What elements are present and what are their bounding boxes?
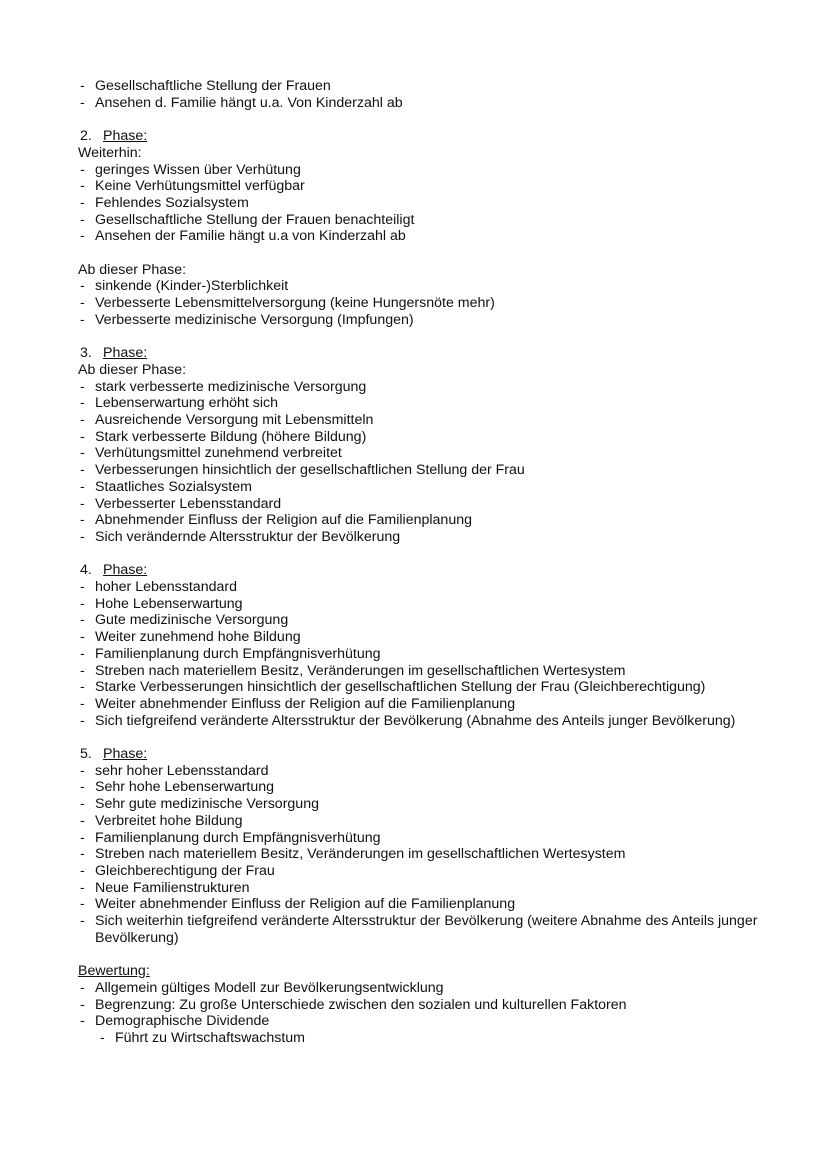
list-item: - Verhütungsmittel zunehmend verbreitet <box>78 445 768 462</box>
bewertung-heading: Bewertung: <box>78 963 150 980</box>
list-item: - Ausreichende Versorgung mit Lebensmitteln <box>78 412 768 429</box>
phase-title: Phase: <box>103 746 148 763</box>
list-item: - Lebenserwartung erhöht sich <box>78 395 768 412</box>
list-item: - Abnehmender Einfluss der Religion auf die Familienplanung <box>78 512 768 529</box>
list-item: - Starke Verbesserungen hinsichtlich der gesellschaftlichen Stellung der Frau (Gleichberechtigung) <box>78 679 768 696</box>
phase-2-weiterhin-label: Weiterhin: <box>78 144 142 161</box>
list-item: - Weiter zunehmend hohe Bildung <box>78 629 768 646</box>
list-item: - stark verbesserte medizinische Versorgung <box>78 379 768 396</box>
list-item: - Staatliches Sozialsystem <box>78 479 768 496</box>
list-item: - Sich tiefgreifend veränderte Altersstruktur der Bevölkerung (Abnahme des Anteils junger Bevölkerung) <box>78 713 768 730</box>
list-item: - sehr hoher Lebensstandard <box>78 763 768 780</box>
phase-number: 5. <box>80 746 92 763</box>
list-item: - Streben nach materiellem Besitz, Veränderungen im gesellschaftlichen Wertesystem <box>78 663 768 680</box>
list-item: - Demographische Dividende <box>78 1013 768 1030</box>
list-item: - Weiter abnehmender Einfluss der Religion auf die Familienplanung <box>78 696 768 713</box>
list-item: - Ansehen d. Familie hängt u.a. Von Kinderzahl ab <box>78 95 768 112</box>
phase-3-list <box>78 379 768 546</box>
sub-list-item: - Führt zu Wirtschaftswachstum <box>98 1030 768 1047</box>
list-item: - Verbreitet hohe Bildung <box>78 813 768 830</box>
list-item: - Keine Verhütungsmittel verfügbar <box>78 178 768 195</box>
list-item: - Familienplanung durch Empfängnisverhütung <box>78 646 768 663</box>
list-item: - Allgemein gültiges Modell zur Bevölkerungsentwicklung <box>78 980 768 997</box>
phase-2-ab-list <box>78 278 768 328</box>
list-item: - geringes Wissen über Verhütung <box>78 162 768 179</box>
list-item: - Sich weiterhin tiefgreifend veränderte Altersstruktur der Bevölkerung (weitere Abnahme des Anteils junger Bevölkerung) <box>78 913 768 946</box>
list-item: - Ansehen der Familie hängt u.a von Kinderzahl ab <box>78 228 768 245</box>
list-item: - Streben nach materiellem Besitz, Veränderungen im gesellschaftlichen Wertesystem <box>78 846 768 863</box>
list-item: - Fehlendes Sozialsystem <box>78 195 768 212</box>
list-item: - Familienplanung durch Empfängnisverhütung <box>78 830 768 847</box>
list-item: - Neue Familienstrukturen <box>78 880 768 897</box>
list-item: - Verbesserungen hinsichtlich der gesellschaftlichen Stellung der Frau <box>78 462 768 479</box>
list-item: - Sehr hohe Lebenserwartung <box>78 779 768 796</box>
list-item: - Verbesserte medizinische Versorgung (Impfungen) <box>78 312 768 329</box>
phase-title: Phase: <box>103 345 148 362</box>
list-item: - hoher Lebensstandard <box>78 579 768 596</box>
list-item: - Stark verbesserte Bildung (höhere Bildung) <box>78 429 768 446</box>
list-item: - Gesellschaftliche Stellung der Frauen <box>78 78 768 95</box>
phase-2-ab-label: Ab dieser Phase: <box>78 261 187 278</box>
list-item: - Weiter abnehmender Einfluss der Religion auf die Familienplanung <box>78 896 768 913</box>
list-item: - Gute medizinische Versorgung <box>78 612 768 629</box>
list-item: - Verbesserte Lebensmittelversorgung (keine Hungersnöte mehr) <box>78 295 768 312</box>
phase-4-list <box>78 579 768 729</box>
phase-title: Phase: <box>103 128 148 145</box>
phase-5-list <box>78 763 768 947</box>
list-item: - Begrenzung: Zu große Unterschiede zwischen den sozialen und kulturellen Faktoren <box>78 997 768 1014</box>
phase-number: 4. <box>80 562 92 579</box>
list-item: - Sich verändernde Altersstruktur der Bevölkerung <box>78 529 768 546</box>
phase-title: Phase: <box>103 562 148 579</box>
phase-number: 3. <box>80 345 92 362</box>
list-item: - Hohe Lebenserwartung <box>78 596 768 613</box>
phase-3-heading <box>78 345 768 362</box>
list-item: - Gleichberechtigung der Frau <box>78 863 768 880</box>
list-item: - Sehr gute medizinische Versorgung <box>78 796 768 813</box>
phase-2-weiterhin-list <box>78 162 768 246</box>
phase-5-heading <box>78 746 768 763</box>
phase-3-ab-label: Ab dieser Phase: <box>78 361 187 378</box>
intro-list <box>78 78 768 111</box>
list-item: - Gesellschaftliche Stellung der Frauen benachteiligt <box>78 212 768 229</box>
phase-number: 2. <box>80 128 92 145</box>
phase-4-heading <box>78 562 768 579</box>
phase-2-heading <box>78 128 768 145</box>
list-item: - sinkende (Kinder-)Sterblichkeit <box>78 278 768 295</box>
list-item: - Verbesserter Lebensstandard <box>78 496 768 513</box>
bewertung-list <box>78 980 768 1047</box>
